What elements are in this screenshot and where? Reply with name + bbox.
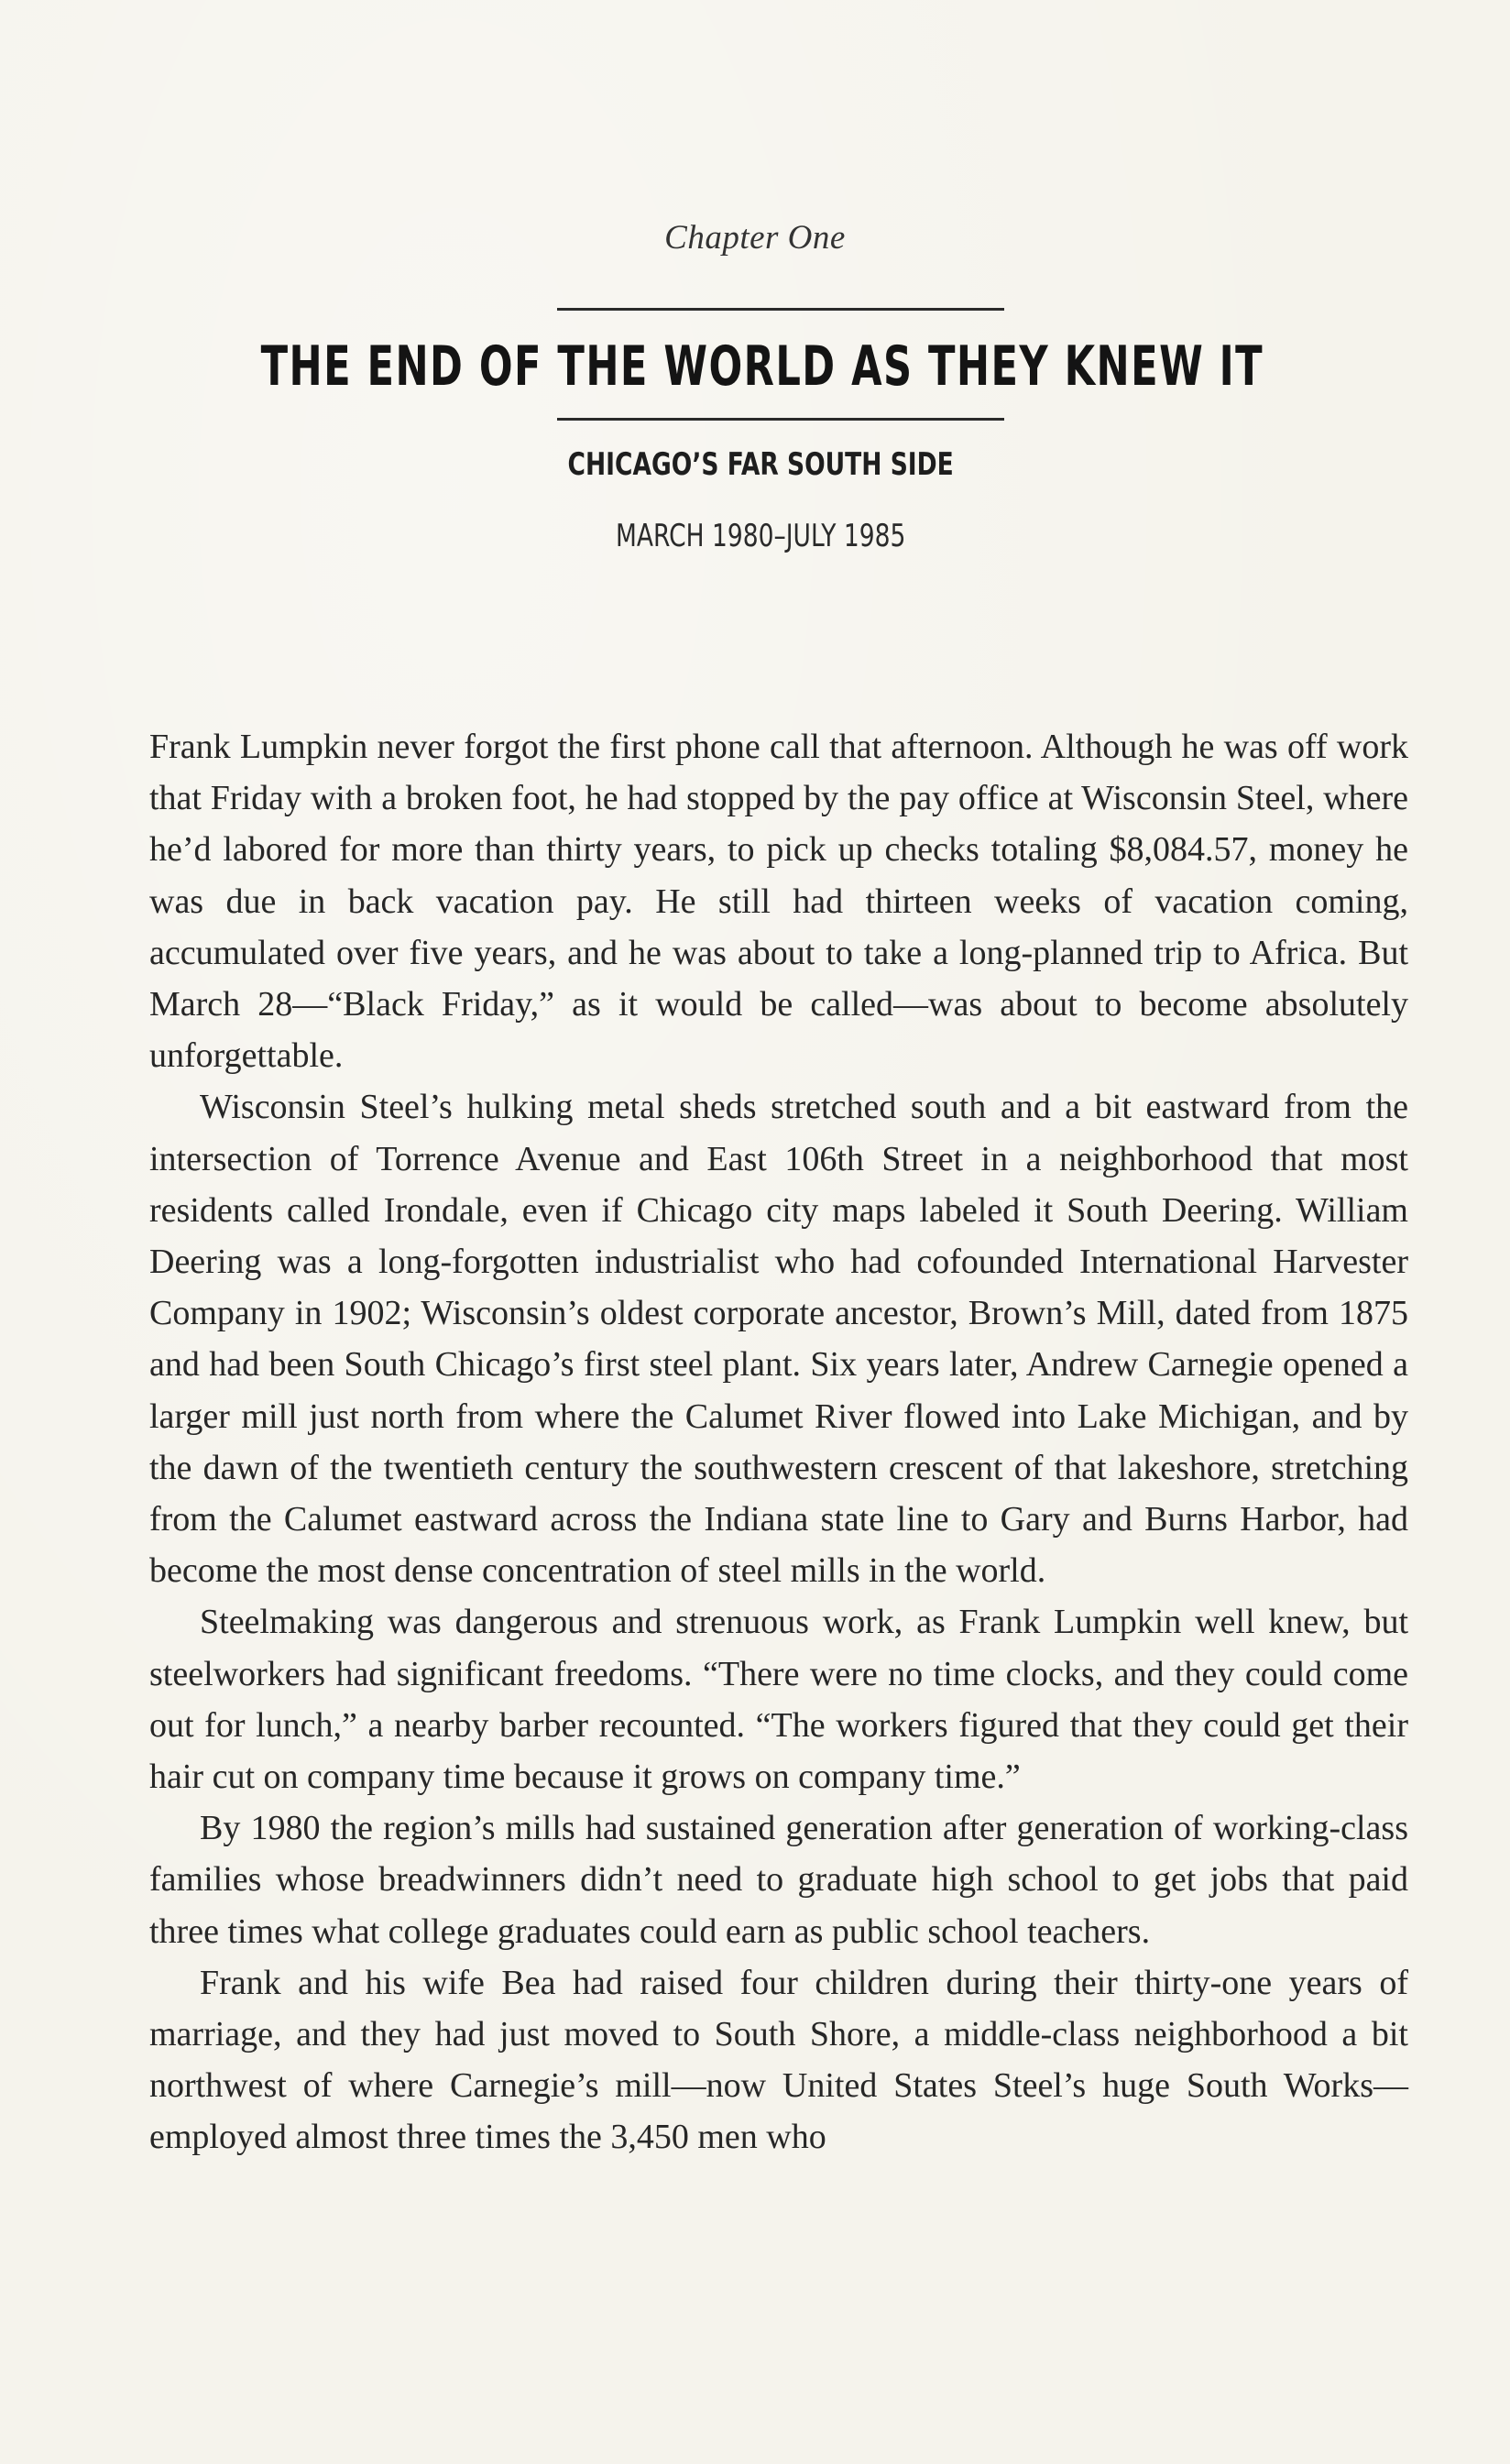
chapter-location: CHICAGO’S FAR SOUTH SIDE (567, 446, 954, 483)
chapter-title: THE END OF THE WORLD AS THEY KNEW IT (260, 334, 1264, 399)
paragraph-2: Wisconsin Steel’s hulking metal sheds stretched south and a bit eastward from the intersection of Torrence Avenue and East 106th Street in a neighborhood that most residents called Irondale, even if Chicago city maps labeled it South Deering. William Deering was a long-forgotten industrialist who had cofounded International Harvester Company in 1902; Wisconsin’s oldest corporate ancestor, Brown’s Mill, dated from 1875 and had been South Chicago’s first steel plant. Six years later, Andrew Carnegie opened a larger mill just north from where the Calumet River flowed into Lake Michigan, and by the dawn of the twentieth century the southwestern crescent of that lakeshore, stretching from the Calumet eastward across the Indiana state line to Gary and Burns Harbor, had become the most dense concentration of steel mills in the world. (149, 1088, 1408, 1591)
chapter-dates: MARCH 1980–JULY 1985 (615, 518, 906, 554)
paragraph-5: Frank and his wife Bea had raised four children during their thirty-one years of marriage, and they had just moved to South Shore, a middle-class neighborhood a bit northwest of where Carnegie’s mill—now United States Steel’s huge South Works—employed almost three times the 3,450 men who (149, 1963, 1408, 2157)
paragraph-1: Frank Lumpkin never forgot the first phone call that afternoon. Although he was off work that Friday with a broken foot, he had stopped by the pay office at Wisconsin Steel, where he’d labored for more than thirty years, to pick up checks totaling $8,084.57, money he was due in back vacation pay. He still had thirteen weeks of vacation coming, accumulated over five years, and he was about to take a long-planned trip to Africa. But March 28—“Black Friday,” as it would be called—was about to become absolutely unforgettable. (149, 728, 1408, 1076)
chapter-label: Chapter One (664, 219, 846, 257)
body-text (149, 721, 1408, 2163)
title-top-rule (557, 308, 1004, 311)
paragraph-3: Steelmaking was dangerous and strenuous work, as Frank Lumpkin well knew, but steelworkers had significant freedoms. “There were no time clocks, and they could come out for lunch,” a nearby barber recounted. “The workers figured that they could get their hair cut on company time because it grows on company time.” (149, 1603, 1408, 1797)
title-bottom-rule (557, 418, 1004, 421)
paragraph-4: By 1980 the region’s mills had sustained generation after generation of working-class families whose breadwinners didn’t need to graduate high school to get jobs that paid three times what college graduates could earn as public school teachers. (149, 1809, 1408, 1951)
